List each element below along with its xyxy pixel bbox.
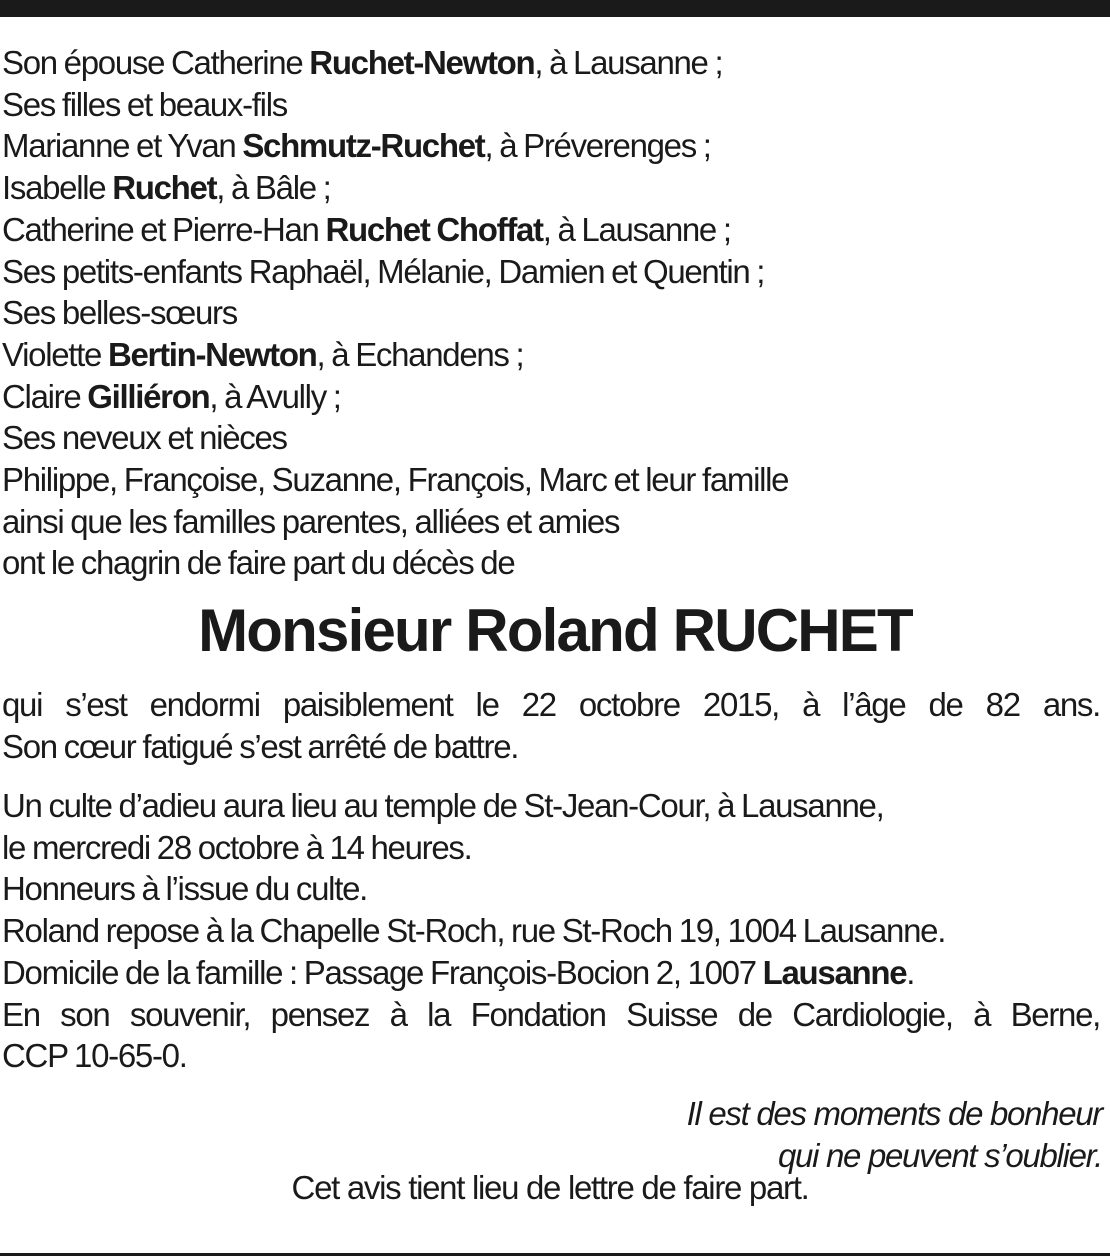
service-line-chapel: Roland repose à la Chapelle St-Roch, rue St-Roch 19, 1004 Lausanne. xyxy=(2,912,946,950)
family-line-nephews: Philippe, Françoise, Suzanne, François, Marc et leur famille xyxy=(2,461,789,499)
family-line-sister-in-law-2: Claire Gilliéron, à Avully ; xyxy=(2,377,341,415)
family-line-daughter-2: Isabelle Ruchet, à Bâle ; xyxy=(2,169,331,207)
domicile-city: Lausanne xyxy=(762,953,907,991)
family-line-nephews-heading: Ses neveux et nièces xyxy=(2,419,287,457)
family-name: Ruchet Choffat xyxy=(325,210,543,248)
family-name: Bertin-Newton xyxy=(107,335,317,373)
family-name: Ruchet xyxy=(112,169,217,207)
quote-line-1: Il est des moments de bonheur xyxy=(686,1095,1102,1132)
family-line-sister-in-law-1: Violette Bertin-Newton, à Echandens ; xyxy=(2,335,524,373)
family-line-daughter-3: Catherine et Pierre-Han Ruchet Choffat, à Lausanne ; xyxy=(2,210,731,248)
service-line-ccp: CCP 10-65-0. xyxy=(2,1037,187,1075)
service-line-domicile: Domicile de la famille : Passage François-Bocion 2, 1007 Lausanne. xyxy=(2,953,915,991)
family-announcement xyxy=(2,42,1102,584)
family-line-relatives: ainsi que les familles parentes, alliées et amies xyxy=(2,502,620,540)
quote-line-2: qui ne peuvent s’oublier. xyxy=(777,1136,1102,1174)
passing-line-date: qui s’est endormi paisiblement le 22 octobre 2015, à l’âge de 82 ans. xyxy=(2,686,1100,723)
service-line-ceremony: Un culte d’adieu aura lieu au temple de St-Jean-Cour, à Lausanne, xyxy=(2,787,884,824)
service-line-honours: Honneurs à l’issue du culte. xyxy=(2,870,367,908)
service-line-time: le mercredi 28 octobre à 14 heures. xyxy=(2,828,472,866)
family-line-sisters-in-law-heading: Ses belles-sœurs xyxy=(2,294,237,332)
family-name: Gilliéron xyxy=(87,377,210,415)
closing-note: Cet avis tient lieu de lettre de faire part. xyxy=(291,1169,809,1206)
passing-line-heart: Son cœur fatigué s’est arrêté de battre. xyxy=(2,727,519,765)
service-line-donation: En son souvenir, pensez à la Fondation Suisse de Cardiologie, à Berne, xyxy=(2,995,1100,1033)
memorial-quote xyxy=(687,1093,1102,1176)
family-line-spouse: Son épouse Catherine Ruchet-Newton, à Lausanne ; xyxy=(2,44,723,81)
bottom-rule xyxy=(0,1253,1110,1256)
family-line-daughter-1: Marianne et Yvan Schmutz-Ruchet, à Préverenges ; xyxy=(2,127,711,165)
family-name: Schmutz-Ruchet xyxy=(242,127,485,165)
family-line-announcement: ont le chagrin de faire part du décès de xyxy=(2,544,515,582)
family-line-grandchildren: Ses petits-enfants Raphaël, Mélanie, Damien et Quentin ; xyxy=(2,252,765,290)
family-line-daughters-heading: Ses filles et beaux-fils xyxy=(2,85,287,123)
family-name: Ruchet-Newton xyxy=(309,44,535,81)
deceased-name: Monsieur Roland RUCHET xyxy=(198,597,912,664)
top-rule xyxy=(0,0,1110,17)
passing-details xyxy=(2,684,1100,767)
service-details xyxy=(2,785,1100,1077)
